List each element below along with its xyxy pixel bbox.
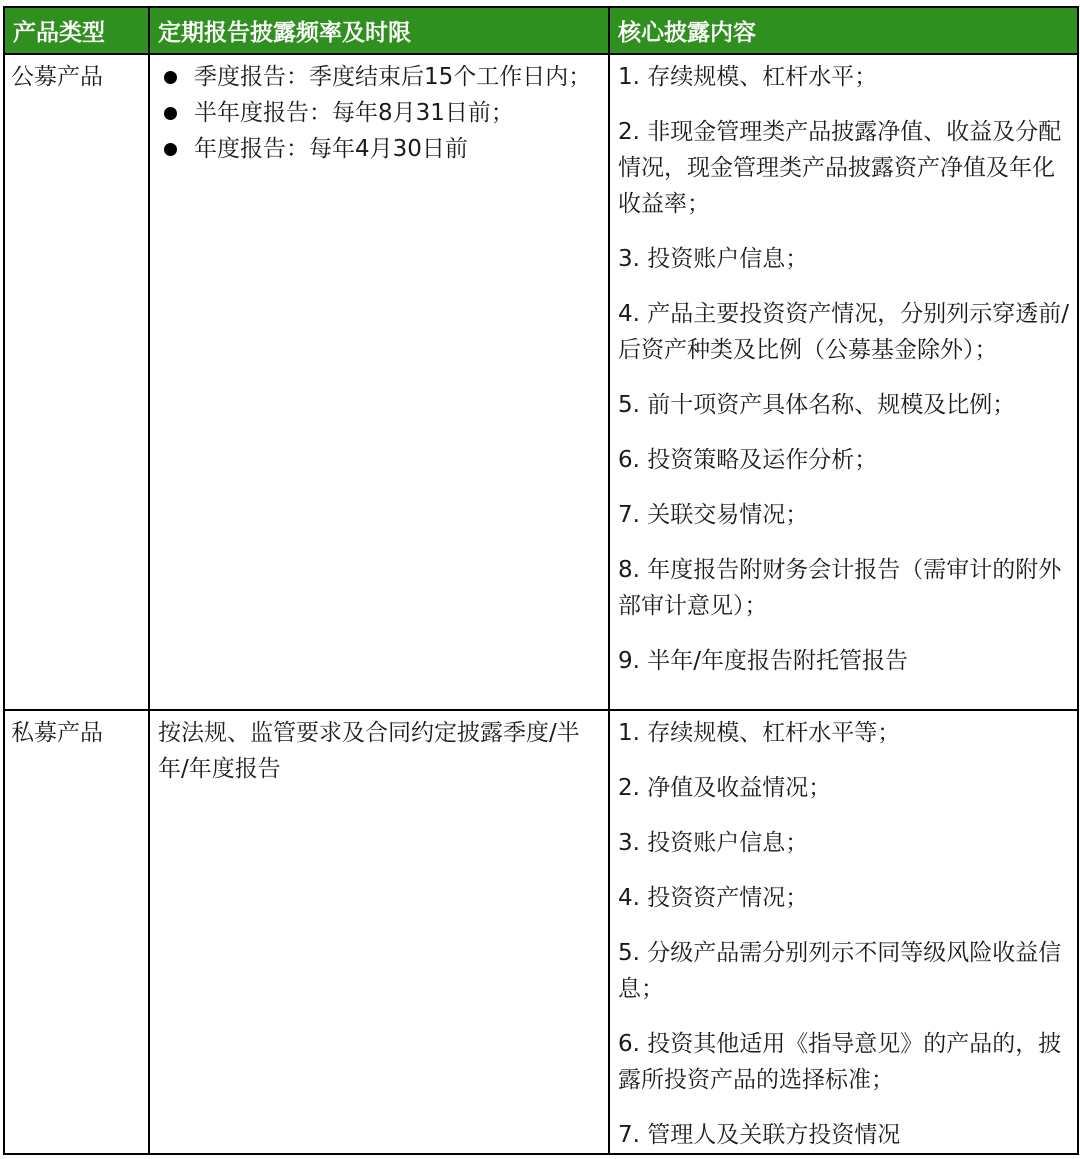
frequency-bullet-item	[158, 59, 600, 95]
table-row-private-product	[4, 710, 1078, 1154]
content-item: 3. 投资账户信息；	[618, 830, 809, 856]
core-content-cell	[609, 54, 1078, 710]
frequency-bullet-text: 半年度报告：每年8月31日前；	[194, 100, 514, 126]
table-header-row	[4, 7, 1078, 54]
content-item: 5. 前十项资产具体名称、规模及比例；	[618, 392, 1016, 418]
table-row-public-product	[4, 54, 1078, 710]
content-item: 4. 产品主要投资资产情况，分别列示穿透前/后资产种类及比例（公募基金除外）；	[618, 301, 1070, 363]
bullet-dot-icon	[164, 107, 177, 120]
content-item: 2. 非现金管理类产品披露净值、收益及分配情况，现金管理类产品披露资产净值及年化收益率；	[618, 119, 1062, 217]
product-type-cell: 公募产品	[4, 54, 149, 710]
content-item: 8. 年度报告附财务会计报告（需审计的附外部审计意见）；	[618, 557, 1062, 619]
content-item: 7. 关联交易情况；	[618, 502, 809, 528]
core-content-list	[618, 59, 1069, 679]
bullet-dot-icon	[164, 143, 177, 156]
frequency-text: 按法规、监管要求及合同约定披露季度/半年/年度报告	[158, 720, 580, 782]
header-product-type: 产品类型	[4, 7, 149, 54]
disclosure-table-container	[3, 6, 1077, 1155]
content-item: 6. 投资其他适用《指导意见》的产品的，披露所投资产品的选择标准；	[618, 1031, 1062, 1093]
content-item: 3. 投资账户信息；	[618, 246, 809, 272]
bullet-dot-icon	[164, 71, 177, 84]
frequency-bullet-item	[158, 95, 600, 131]
frequency-bullet-item	[158, 131, 600, 167]
frequency-bullet-text: 季度报告：季度结束后15个工作日内；	[194, 64, 592, 90]
disclosure-table	[3, 6, 1079, 1155]
content-item: 4. 投资资产情况；	[618, 885, 809, 911]
content-item: 1. 存续规模、杠杆水平；	[618, 64, 878, 90]
core-content-list	[618, 715, 1069, 1153]
content-item: 7. 管理人及关联方投资情况	[618, 1122, 901, 1148]
content-item: 9. 半年/年度报告附托管报告	[618, 648, 909, 674]
core-content-cell	[609, 710, 1078, 1154]
frequency-bullet-list	[158, 59, 600, 167]
content-item: 5. 分级产品需分别列示不同等级风险收益信息；	[618, 940, 1062, 1002]
frequency-cell	[149, 54, 609, 710]
product-type-cell: 私募产品	[4, 710, 149, 1154]
content-item: 6. 投资策略及运作分析；	[618, 447, 878, 473]
header-core-content: 核心披露内容	[609, 7, 1078, 54]
frequency-cell	[149, 710, 609, 1154]
content-item: 2. 净值及收益情况；	[618, 775, 832, 801]
header-frequency: 定期报告披露频率及时限	[149, 7, 609, 54]
content-item: 1. 存续规模、杠杆水平等；	[618, 720, 901, 746]
frequency-bullet-text: 年度报告：每年4月30日前	[194, 136, 468, 162]
